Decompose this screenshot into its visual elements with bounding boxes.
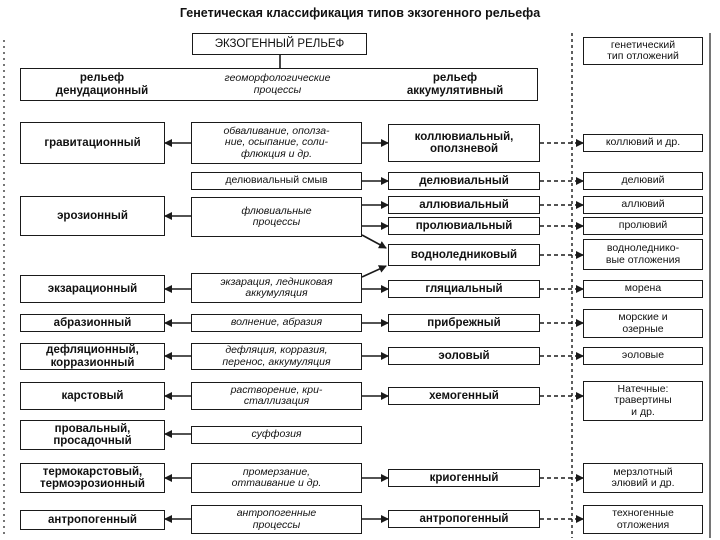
diagram-title: Генетическая классификация типов экзогенного рельефа (179, 6, 541, 20)
deposit-travertine: Натечные: травертины и др. (583, 381, 703, 421)
arrow-to-fluvioglacial-a (362, 235, 386, 248)
process-fluvial: флювиальные процессы (191, 197, 362, 237)
accumulation-fluvioglacial: водноледниковый (388, 244, 540, 266)
process-abrasion: волнение, абразия (191, 314, 362, 332)
denudation-gravitational: гравитационный (20, 122, 165, 164)
denudation-abrasion: абразионный (20, 314, 165, 332)
deposit-eolian: эоловые (583, 347, 703, 365)
deposit-fluvioglacial: водноледнико- вые отложения (583, 239, 703, 270)
accumulation-anthropogenic: антропогенный (388, 510, 540, 528)
header-deposits: генетический тип отложений (583, 37, 703, 65)
deposit-proluvium: пролювий (583, 217, 703, 235)
deposit-alluvium: аллювий (583, 196, 703, 214)
denudation-anthropogenic: антропогенный (20, 510, 165, 530)
process-gravitational: обваливание, ополза- ние, осыпание, соли- флюкция и др. (191, 122, 362, 164)
process-exaration: экзарация, ледниковая аккумуляция (191, 273, 362, 303)
accumulation-deluvial: делювиальный (388, 172, 540, 190)
deposit-colluvium: коллювий и др. (583, 134, 703, 152)
denudation-erosion: эрозионный (20, 196, 165, 236)
denudation-deflation: дефляционный, корразионный (20, 343, 165, 370)
denudation-exaration: экзарационный (20, 275, 165, 303)
deposit-moraine: морена (583, 280, 703, 298)
process-deluvial-wash: делювиальный смыв (191, 172, 362, 190)
header-denudation: рельеф денудационный (22, 70, 182, 99)
exogenous-relief-header: ЭКЗОГЕННЫЙ РЕЛЬЕФ (192, 33, 367, 55)
header-processes: геоморфологические процессы (190, 70, 365, 99)
process-deflation: дефляция, корразия, перенос, аккумуляция (191, 343, 362, 370)
accumulation-alluvial: аллювиальный (388, 196, 540, 214)
accumulation-chemogenic: хемогенный (388, 387, 540, 405)
accumulation-cryogenic: криогенный (388, 469, 540, 487)
accumulation-eolian: эоловый (388, 347, 540, 365)
process-dissolution: растворение, кри- сталлизация (191, 382, 362, 410)
deposit-marine-lacustrine: морские и озерные (583, 309, 703, 338)
deposit-permafrost-eluvium: мерзлотный элювий и др. (583, 463, 703, 493)
accumulation-colluvial: коллювиальный, оползневой (388, 124, 540, 162)
accumulation-glacial: гляциальный (388, 280, 540, 298)
deposit-technogenic: техногенные отложения (583, 505, 703, 534)
process-suffosion: суффозия (191, 426, 362, 444)
denudation-sinkhole: провальный, просадочный (20, 420, 165, 450)
process-anthropogenic: антропогенные процессы (191, 505, 362, 534)
process-freezing: промерзание, оттаивание и др. (191, 463, 362, 493)
header-accumulation: рельеф аккумулятивный (375, 70, 535, 99)
accumulation-coastal: прибрежный (388, 314, 540, 332)
accumulation-proluvial: пролювиальный (388, 217, 540, 235)
arrow-to-fluvioglacial-b (362, 266, 386, 277)
deposit-deluvium: делювий (583, 172, 703, 190)
denudation-karst: карстовый (20, 382, 165, 410)
denudation-thermokarst: термокарстовый, термоэрозионный (20, 463, 165, 493)
